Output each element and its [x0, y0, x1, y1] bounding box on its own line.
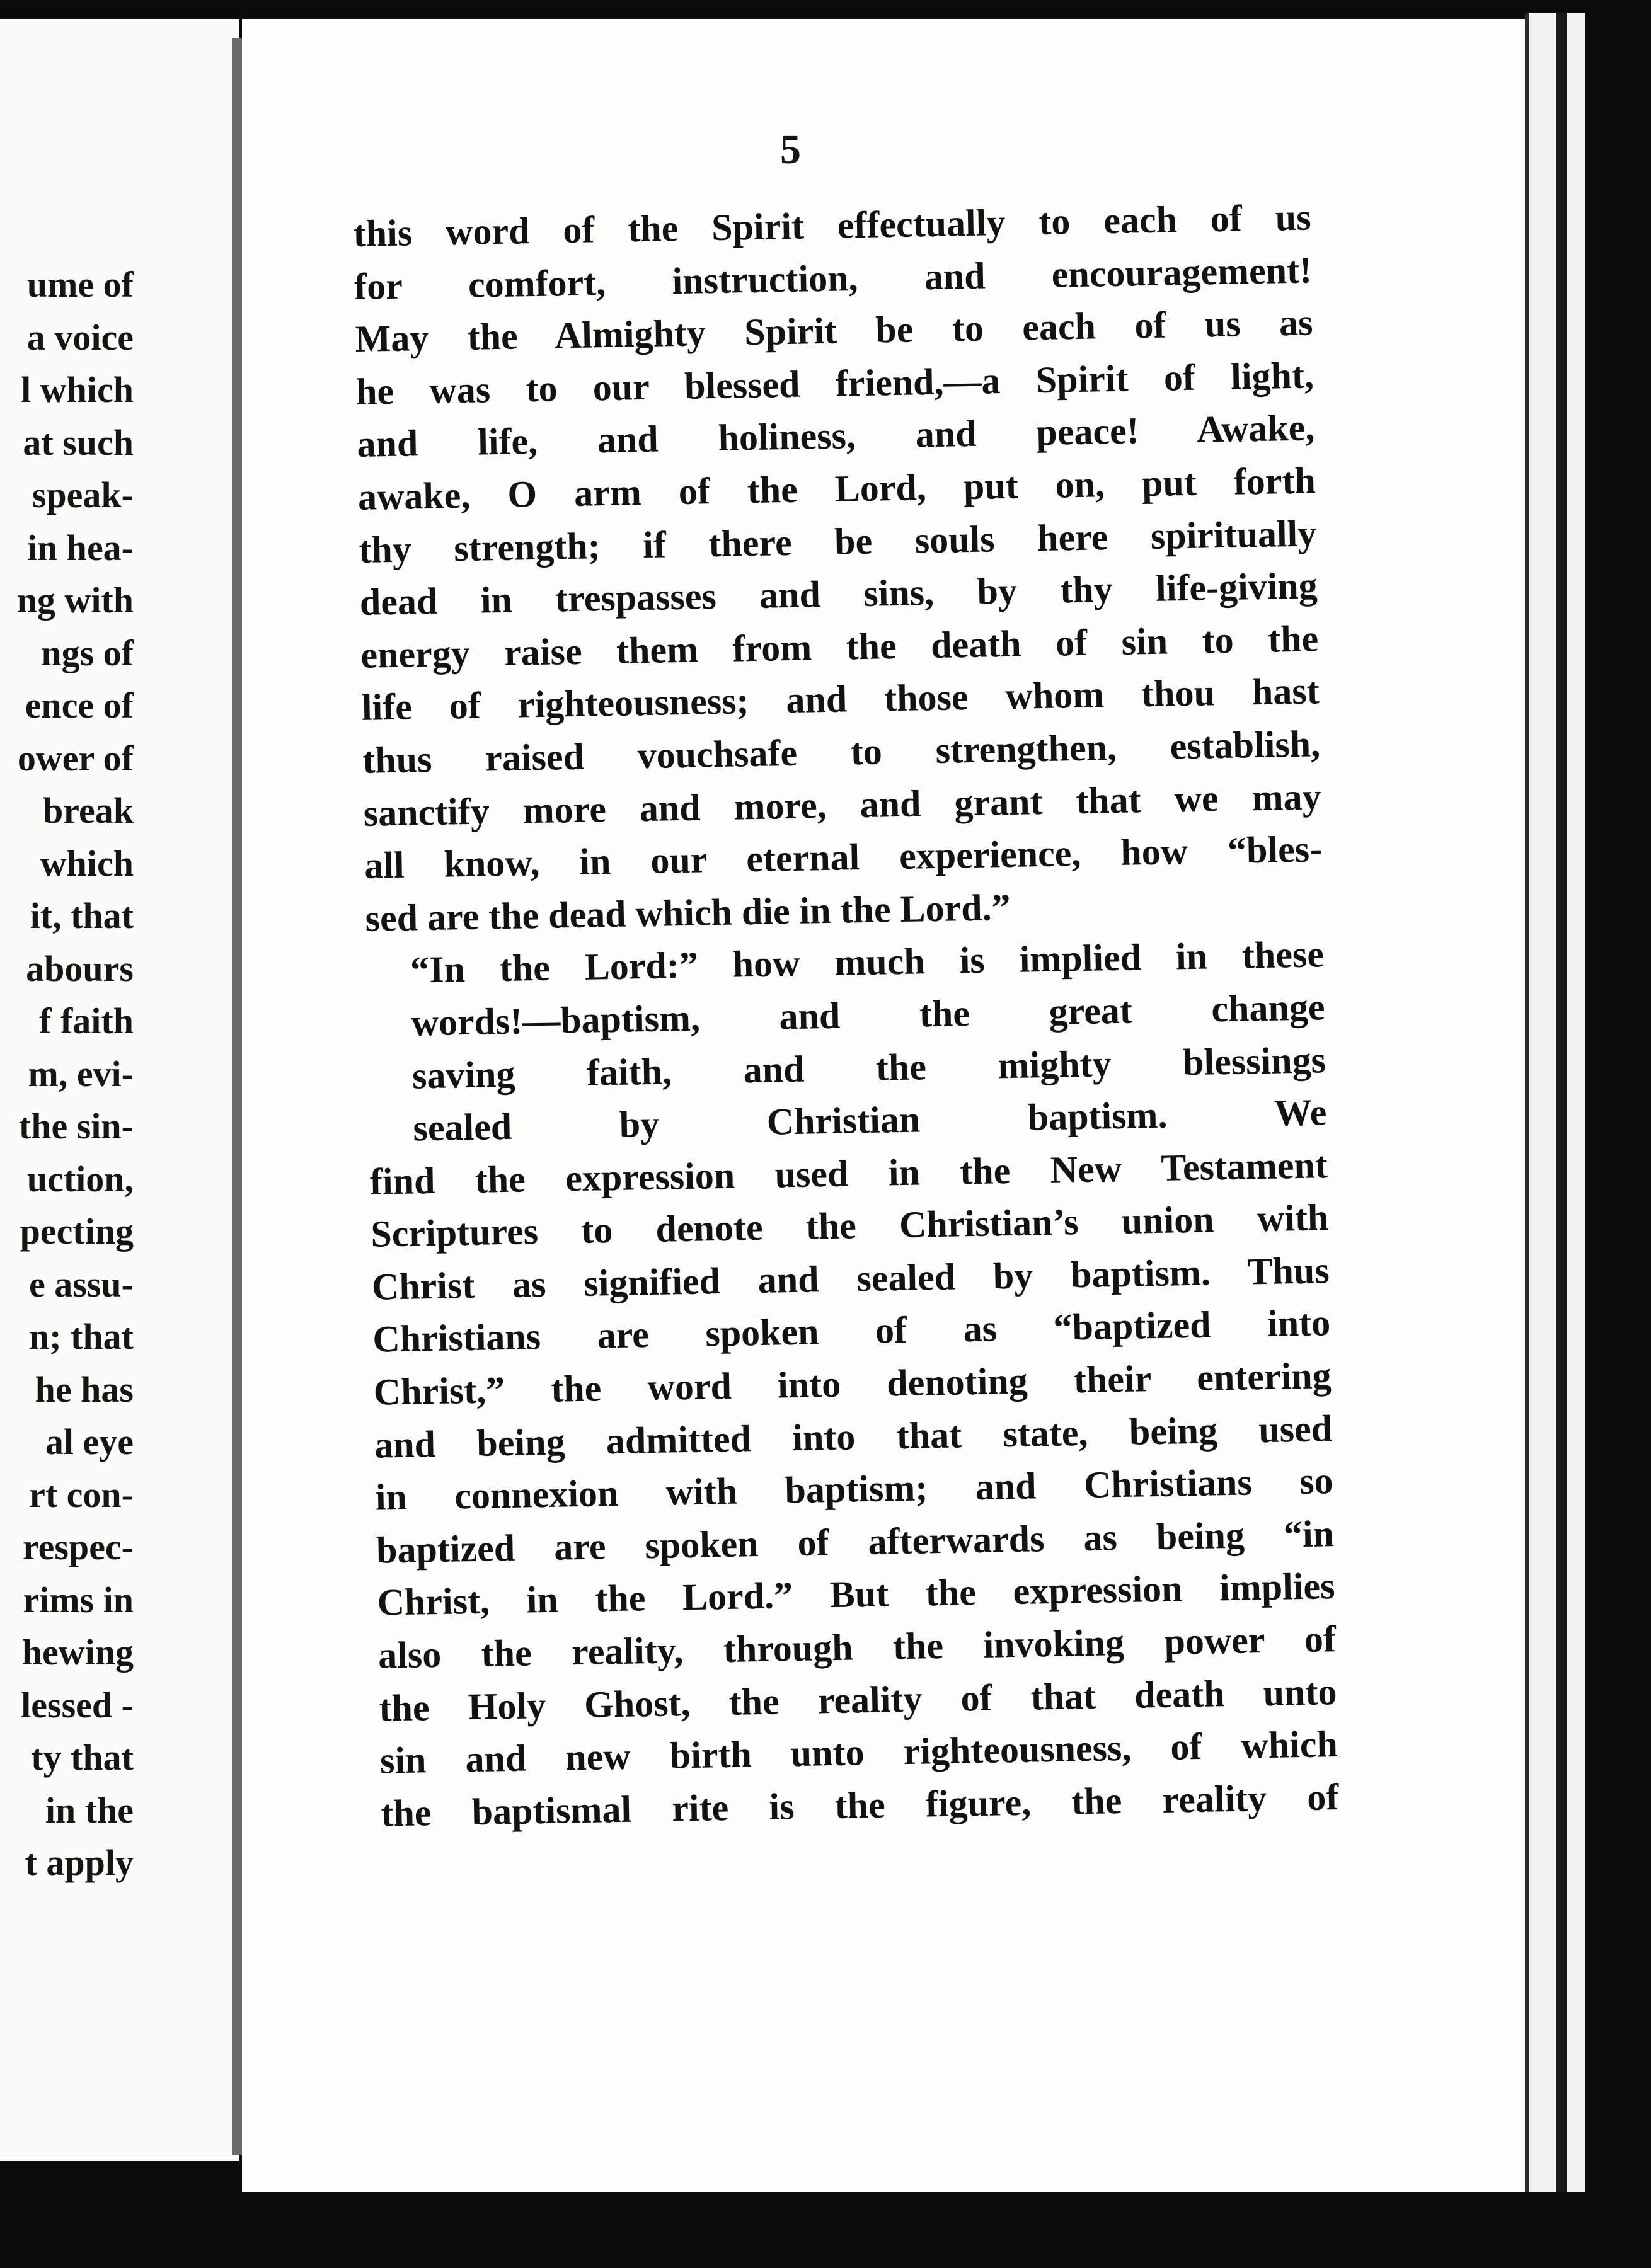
previous-page-line: ty that: [31, 1737, 134, 1778]
text-line: saving faith, and the mighty blessings: [411, 1038, 1326, 1097]
text-line: also the reality, through the invoking power of: [377, 1618, 1337, 1676]
text-line: words!—baptism, and the great change: [411, 986, 1325, 1044]
previous-page-line: uction,: [26, 1158, 134, 1200]
text-line: sed are the dead which die in the Lord.”: [365, 886, 1011, 939]
previous-page-line: hewing: [21, 1632, 134, 1673]
previous-page-fragment: [0, 19, 239, 2161]
text-line: life of righteousness; and those whom thou hast: [361, 670, 1320, 729]
previous-page-line: l which: [21, 369, 134, 410]
page-edge-shadow: [1556, 13, 1567, 2199]
text-line: find the expression used in the New Testament: [369, 1143, 1328, 1203]
scan-border-bottom: [0, 2192, 1651, 2268]
text-line: and life, and holiness, and peace! Awake,: [356, 406, 1315, 466]
text-line: the Holy Ghost, the reality of that death unto: [378, 1670, 1337, 1729]
text-line: dead in trespasses and sins, by thy life-giving: [359, 564, 1318, 624]
previous-page-line: speak-: [32, 474, 134, 515]
previous-page-line: in hea-: [26, 527, 134, 568]
previous-page-line: pecting: [20, 1211, 134, 1252]
text-line: this word of the Spirit effectually to each of us: [353, 196, 1312, 255]
text-line: he was to our blessed friend,—a Spirit of light,: [355, 354, 1314, 413]
previous-page-line: at such: [23, 421, 134, 463]
previous-page-line: al eye: [45, 1421, 134, 1462]
text-line: sin and new birth unto righteousness, of which: [379, 1723, 1338, 1782]
previous-page-line: rims in: [23, 1579, 134, 1620]
previous-page-line: abours: [26, 948, 134, 989]
previous-page-line: e assu-: [29, 1263, 134, 1305]
previous-page-line: m, evi-: [28, 1053, 134, 1094]
previous-page-line: ng with: [16, 580, 134, 621]
page-edge: [1525, 13, 1585, 2199]
text-line: thus raised vouchsafe to strengthen, establish,: [362, 723, 1321, 781]
previous-page-line: respec-: [22, 1526, 134, 1567]
text-line: energy raise them from the death of sin to the: [360, 617, 1319, 676]
text-line: May the Almighty Spirit be to each of us as: [355, 301, 1313, 360]
page-number: 5: [780, 127, 801, 173]
text-line: thy strength; if there be souls here spiritually: [358, 512, 1317, 571]
text-line: sealed by Christian baptism. We: [412, 1091, 1327, 1149]
page-body-text: [353, 191, 1339, 1840]
text-line: Christians are spoken of as “baptized into: [372, 1302, 1331, 1361]
text-line: in connexion with baptism; and Christians so: [375, 1460, 1334, 1518]
text-line: and being admitted into that state, being used: [374, 1407, 1333, 1466]
text-line: Christ as signified and sealed by baptism. Thus: [371, 1249, 1330, 1308]
previous-page-line: which: [40, 842, 134, 884]
previous-page-line: ower of: [17, 737, 134, 779]
previous-page-text: [17, 258, 134, 1889]
previous-page-line: ngs of: [41, 632, 134, 673]
text-line: the baptismal rite is the figure, the reality of: [380, 1775, 1339, 1835]
book-gutter: [232, 38, 242, 2155]
previous-page-line: he has: [35, 1368, 134, 1410]
text-line: all know, in our eternal experience, how “bles-: [364, 828, 1323, 886]
previous-page-line: t apply: [25, 1842, 134, 1883]
text-line: Christ,” the word into denoting their entering: [373, 1354, 1332, 1413]
previous-page-line: in the: [45, 1789, 134, 1831]
previous-page-line: the sin-: [18, 1106, 134, 1147]
previous-page-line: break: [43, 790, 134, 831]
previous-page-line: ence of: [25, 685, 134, 726]
text-line: baptized are spoken of afterwards as being “in: [376, 1512, 1335, 1571]
text-line: Christ, in the Lord.” But the expression implies: [377, 1565, 1335, 1624]
text-line: Scriptures to denote the Christian’s union with: [370, 1196, 1329, 1256]
previous-page-line: it, that: [30, 895, 134, 936]
previous-page-line: ume of: [26, 264, 134, 305]
text-line: sanctify more and more, and grant that we may: [363, 775, 1322, 834]
text-line: “In the Lord:” how much is implied in these: [410, 933, 1325, 991]
text-line: awake, O arm of the Lord, put on, put forth: [357, 459, 1316, 518]
previous-page-line: lessed -: [21, 1684, 134, 1726]
previous-page-line: a voice: [26, 316, 134, 358]
previous-page-line: f faith: [39, 1000, 134, 1041]
text-line: for comfort, instruction, and encouragement!: [354, 249, 1313, 307]
previous-page-line: rt con-: [29, 1474, 134, 1515]
previous-page-line: n; that: [29, 1316, 134, 1357]
